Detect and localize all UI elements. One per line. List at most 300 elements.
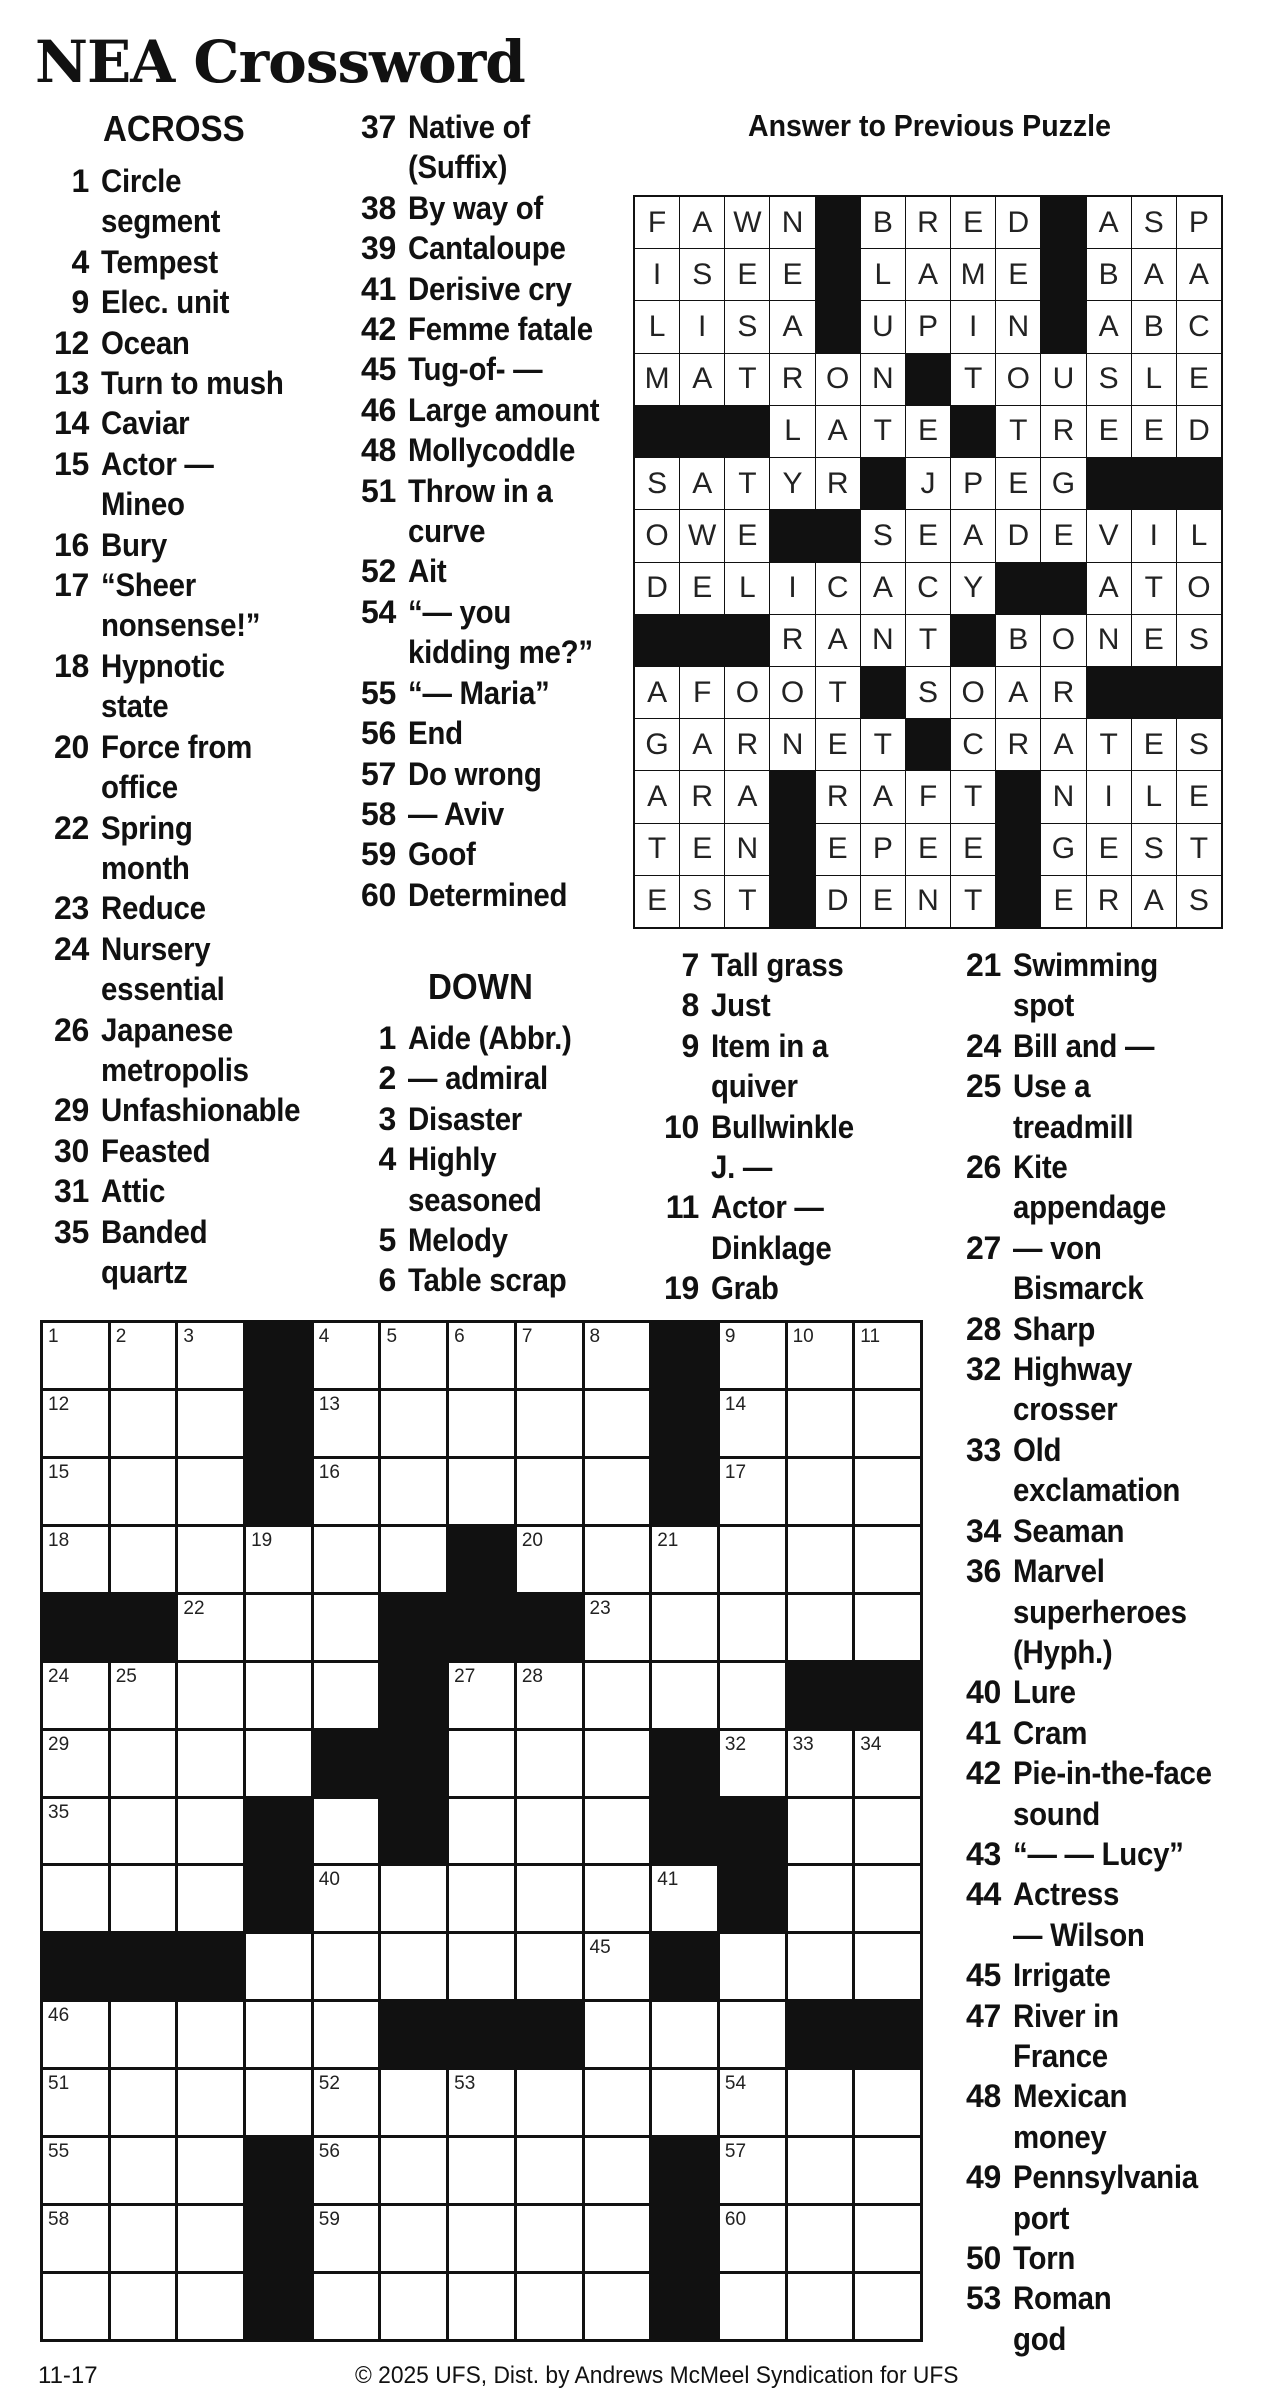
answer-letter-cell: T [996,406,1040,457]
black-square [652,1323,717,1388]
clue-number: 45 [966,1957,1001,1994]
grid-cell[interactable] [517,1934,582,1999]
answer-letter-cell: A [680,197,724,248]
grid-cell[interactable] [314,1527,379,1592]
grid-cell[interactable] [381,2206,446,2271]
clue-text: “— you kidding me?” [408,593,593,671]
grid-cell[interactable] [314,2070,379,2135]
cell-number: 57 [724,2141,747,2163]
grid-cell[interactable] [314,1323,379,1388]
clue-text: Goof [408,836,476,873]
across-clue-41 [340,269,630,309]
answer-black-cell [861,458,905,509]
answer-letter-cell: R [816,458,860,509]
clue-text: Reduce [101,890,206,927]
answer-letter-cell: L [1132,771,1176,822]
grid-cell[interactable] [381,1323,446,1388]
answer-letter-cell: D [996,510,1040,561]
clue-text: Tall grass [711,947,844,983]
clue-number: 9 [681,1027,699,1064]
clue-number: 1 [378,1020,396,1056]
grid-cell[interactable] [449,1934,514,1999]
cell-number: 25 [115,1665,137,1687]
answer-black-cell [680,406,724,457]
down-clue-53 [945,2278,1265,2359]
grid-cell[interactable] [43,1323,108,1388]
grid-cell[interactable] [111,2002,176,2067]
grid-cell[interactable] [43,2274,108,2339]
clue-text: Pennsylvania port [1013,2159,1198,2236]
clue-text: Do wrong [408,755,542,792]
grid-cell[interactable] [788,1323,853,1388]
clue-number: 52 [361,553,396,590]
answer-letter-cell: O [816,354,860,405]
clue-text: Elec. unit [101,284,230,321]
grid-cell[interactable] [43,1391,108,1456]
black-square [381,1595,446,1660]
answer-letter-cell: A [1132,249,1176,300]
grid-cell[interactable] [43,2206,108,2271]
grid-cell[interactable] [381,1866,446,1931]
grid-cell[interactable] [449,1866,514,1931]
down-clue-34 [945,1511,1265,1551]
grid-cell[interactable] [585,2274,650,2339]
grid-cell[interactable] [720,1595,785,1660]
grid-cell[interactable] [111,1866,176,1931]
answer-letter-cell: R [1087,876,1131,927]
answer-letter-cell: R [725,719,769,770]
grid-cell[interactable] [246,2002,311,2067]
grid-cell[interactable] [517,2070,582,2135]
answer-letter-cell: E [680,563,724,614]
clue-number: 16 [54,526,89,563]
down-clue-2 [340,1058,630,1098]
grid-cell[interactable] [178,1663,243,1728]
answer-letter-cell: B [1087,249,1131,300]
grid-cell[interactable] [43,2002,108,2067]
cell-number: 41 [657,1869,679,1891]
grid-cell[interactable] [314,1866,379,1931]
grid-cell[interactable] [855,2206,920,2271]
answer-letter-cell: T [951,354,995,405]
answer-letter-cell: N [861,354,905,405]
grid-cell[interactable] [178,2206,243,2271]
grid-cell[interactable] [111,1323,176,1388]
grid-cell[interactable] [720,2206,785,2271]
footer-date: 11-17 [38,2362,98,2389]
answer-letter-cell: T [861,719,905,770]
clue-number: 37 [361,109,396,145]
grid-cell[interactable] [43,1459,108,1524]
grid-cell[interactable] [314,1663,379,1728]
grid-cell[interactable] [314,2206,379,2271]
grid-cell[interactable] [381,2138,446,2203]
grid-cell[interactable] [855,1799,920,1864]
grid-cell[interactable] [314,1595,379,1660]
answer-black-cell [906,354,950,405]
grid-cell[interactable] [720,2274,785,2339]
grid-cell[interactable] [788,1527,853,1592]
answer-letter-cell: R [770,615,814,666]
answer-black-cell [1132,458,1176,509]
grid-cell[interactable] [449,1663,514,1728]
clue-text: Bullwinkle J. — [711,1108,854,1186]
grid-cell[interactable] [381,1934,446,1999]
grid-cell[interactable] [652,1527,717,1592]
across-clue-30 [33,1131,333,1171]
grid-cell[interactable] [585,1595,650,1660]
clue-number: 10 [664,1108,699,1145]
grid-cell[interactable] [517,2274,582,2339]
black-square [517,1595,582,1660]
grid-cell[interactable] [178,1799,243,1864]
grid-cell[interactable] [788,1391,853,1456]
grid-cell[interactable] [449,2138,514,2203]
across-clue-22 [33,808,333,889]
grid-cell[interactable] [855,1866,920,1931]
grid-cell[interactable] [43,1866,108,1931]
grid-cell[interactable] [246,1663,311,1728]
grid-cell[interactable] [246,2070,311,2135]
answer-letter-cell: A [906,249,950,300]
clue-text: Melody [408,1222,508,1259]
down-heading: DOWN [428,966,533,1007]
grid-cell[interactable] [585,1459,650,1524]
grid-cell[interactable] [178,2274,243,2339]
clue-number: 23 [54,890,89,927]
answer-letter-cell: C [816,563,860,614]
grid-cell[interactable] [449,1391,514,1456]
grid-cell[interactable] [381,1391,446,1456]
grid-cell[interactable] [855,2138,920,2203]
grid-cell[interactable] [720,1527,785,1592]
grid-cell[interactable] [720,1934,785,1999]
black-square [43,1595,108,1660]
grid-cell[interactable] [652,2070,717,2135]
clue-number: 29 [54,1092,89,1129]
across-clue-16 [33,525,333,565]
answer-letter-cell: E [1132,719,1176,770]
clue-number: 9 [71,284,89,321]
down-clue-50 [945,2238,1265,2278]
cell-number: 55 [48,2141,70,2163]
grid-cell[interactable] [720,2138,785,2203]
cell-number: 24 [48,1665,70,1687]
down-clue-7 [643,945,933,985]
grid-cell[interactable] [517,1663,582,1728]
answer-letter-cell: A [816,615,860,666]
clue-text: Hypnotic state [101,647,225,725]
cell-number: 59 [318,2209,340,2231]
grid-cell[interactable] [111,1799,176,1864]
grid-cell[interactable] [517,1459,582,1524]
grid-cell[interactable] [788,2206,853,2271]
across-clue-24 [33,929,333,1010]
grid-cell[interactable] [246,1595,311,1660]
grid-cell[interactable] [449,1459,514,1524]
grid-cell[interactable] [449,2070,514,2135]
grid-cell[interactable] [652,1663,717,1728]
answer-letter-cell: W [725,197,769,248]
grid-cell[interactable] [314,1934,379,1999]
grid-cell[interactable] [178,1323,243,1388]
answer-letter-cell: I [1087,771,1131,822]
grid-cell[interactable] [585,1527,650,1592]
answer-letter-cell: E [906,824,950,875]
cell-number: 60 [724,2209,747,2231]
grid-cell[interactable] [517,2138,582,2203]
answer-letter-cell: O [951,667,995,718]
cell-number: 52 [318,2073,340,2095]
clue-text: Derisive cry [408,270,572,307]
grid-cell[interactable] [855,1459,920,1524]
grid-cell[interactable] [517,1391,582,1456]
grid-cell[interactable] [178,1595,243,1660]
grid-cell[interactable] [585,1663,650,1728]
grid-cell[interactable] [585,2070,650,2135]
answer-letter-cell: S [1177,719,1221,770]
grid-cell[interactable] [381,2070,446,2135]
answer-letter-cell: T [1087,719,1131,770]
across-clue-1 [33,161,333,242]
answer-letter-cell: I [680,301,724,352]
grid-cell[interactable] [178,2070,243,2135]
grid-cell[interactable] [517,1866,582,1931]
clue-text: Actress — Wilson [1013,1876,1145,1953]
clue-number: 35 [54,1213,89,1250]
grid-cell[interactable] [788,2138,853,2203]
answer-black-cell [770,824,814,875]
answer-letter-cell: L [861,249,905,300]
answer-letter-cell: L [770,406,814,457]
grid-cell[interactable] [585,1731,650,1796]
grid-cell[interactable] [585,2206,650,2271]
grid-cell[interactable] [720,2002,785,2067]
grid-cell[interactable] [720,1391,785,1456]
grid-cell[interactable] [855,1934,920,1999]
grid-cell[interactable] [855,1731,920,1796]
answer-letter-cell: S [1087,354,1131,405]
answer-letter-cell: N [906,876,950,927]
grid-cell[interactable] [788,1459,853,1524]
grid-cell[interactable] [652,1595,717,1660]
grid-cell[interactable] [43,1527,108,1592]
grid-cell[interactable] [788,1595,853,1660]
clue-number: 46 [361,391,396,428]
grid-cell[interactable] [314,1459,379,1524]
grid-cell[interactable] [720,1323,785,1388]
grid-cell[interactable] [855,1595,920,1660]
clue-text: Disaster [408,1100,522,1137]
grid-cell[interactable] [381,1459,446,1524]
grid-cell[interactable] [381,1527,446,1592]
clue-number: 7 [681,947,699,983]
clue-number: 2 [378,1060,396,1097]
grid-cell[interactable] [449,1799,514,1864]
grid-cell[interactable] [720,2070,785,2135]
black-square [652,1934,717,1999]
answer-letter-cell: R [906,197,950,248]
grid-cell[interactable] [111,2274,176,2339]
answer-letter-cell: N [996,301,1040,352]
grid-cell[interactable] [585,1323,650,1388]
answer-letter-cell: L [1132,354,1176,405]
grid-cell[interactable] [449,2206,514,2271]
clue-text: — von Bismarck [1013,1229,1144,1307]
grid-cell[interactable] [720,1459,785,1524]
answer-letter-cell: O [725,667,769,718]
grid-cell[interactable] [43,2070,108,2135]
clue-number: 27 [966,1229,1001,1266]
answer-letter-cell: F [635,197,679,248]
grid-cell[interactable] [43,1731,108,1796]
grid-cell[interactable] [788,1866,853,1931]
cell-number: 54 [724,2073,747,2095]
clue-text: Grab [711,1270,779,1307]
grid-cell[interactable] [788,1731,853,1796]
grid-cell[interactable] [314,2002,379,2067]
grid-cell[interactable] [517,1527,582,1592]
grid-cell[interactable] [788,1934,853,1999]
clue-text: Large amount [408,391,600,428]
grid-cell[interactable] [855,1323,920,1388]
across-clue-54 [340,592,630,673]
grid-cell[interactable] [111,1391,176,1456]
grid-cell[interactable] [43,2138,108,2203]
grid-cell[interactable] [314,2138,379,2203]
grid-cell[interactable] [43,1799,108,1864]
grid-cell[interactable] [855,1527,920,1592]
clue-text: Old exclamation [1013,1431,1181,1509]
grid-cell[interactable] [720,1731,785,1796]
grid-cell[interactable] [449,1731,514,1796]
cell-number: 27 [454,1665,476,1687]
grid-cell[interactable] [855,2070,920,2135]
grid-cell[interactable] [111,1527,176,1592]
answer-letter-cell: E [906,510,950,561]
grid-cell[interactable] [855,2274,920,2339]
answer-black-cell [1041,197,1085,248]
grid-cell[interactable] [585,1391,650,1456]
clue-number: 14 [54,405,89,442]
grid-cell[interactable] [178,1731,243,1796]
grid-cell[interactable] [720,1663,785,1728]
clue-number: 28 [966,1310,1001,1347]
answer-letter-cell: A [816,406,860,457]
cell-number: 18 [48,1529,70,1551]
black-square [246,1866,311,1931]
clue-number: 24 [54,930,89,967]
answer-letter-cell: Y [951,563,995,614]
grid-cell[interactable] [381,2274,446,2339]
answer-letter-cell: A [861,563,905,614]
grid-cell[interactable] [585,1866,650,1931]
cell-number: 8 [589,1326,601,1347]
answer-letter-cell: A [1087,301,1131,352]
clue-text: Ocean [101,324,190,361]
clue-number: 32 [966,1351,1001,1388]
grid-cell[interactable] [314,1799,379,1864]
grid-cell[interactable] [314,1391,379,1456]
grid-cell[interactable] [111,2070,176,2135]
grid-cell[interactable] [585,1934,650,1999]
answer-black-cell [996,876,1040,927]
answer-black-cell [1177,458,1221,509]
answer-black-cell [1177,667,1221,718]
grid-cell[interactable] [517,1731,582,1796]
grid-cell[interactable] [178,1866,243,1931]
grid-cell[interactable] [111,1663,176,1728]
answer-letter-cell: J [906,458,950,509]
grid-cell[interactable] [449,2274,514,2339]
black-square [246,2206,311,2271]
grid-cell[interactable] [178,2138,243,2203]
down-clue-19 [643,1268,933,1308]
grid-cell[interactable] [111,2206,176,2271]
grid-cell[interactable] [517,1323,582,1388]
answer-letter-cell: D [635,563,679,614]
clue-text: — admiral [408,1060,548,1097]
grid-cell[interactable] [585,2138,650,2203]
grid-cell[interactable] [788,2070,853,2135]
grid-cell[interactable] [178,2002,243,2067]
grid-cell[interactable] [585,2002,650,2067]
grid-cell[interactable] [246,1731,311,1796]
cell-number: 14 [724,1393,747,1415]
answer-letter-cell: E [1177,354,1221,405]
grid-cell[interactable] [111,2138,176,2203]
grid-cell[interactable] [43,1663,108,1728]
grid-cell[interactable] [178,1527,243,1592]
black-square [652,1391,717,1456]
grid-cell[interactable] [314,2274,379,2339]
grid-cell[interactable] [178,1391,243,1456]
answer-letter-cell: O [635,510,679,561]
across-clue-52 [340,551,630,591]
clue-text: Just [711,987,771,1024]
grid-cell[interactable] [246,1934,311,1999]
grid-cell[interactable] [517,1799,582,1864]
grid-cell[interactable] [517,2206,582,2271]
clue-number: 59 [361,836,396,873]
grid-cell[interactable] [788,1799,853,1864]
grid-cell[interactable] [111,1459,176,1524]
grid-cell[interactable] [178,1459,243,1524]
answer-letter-cell: A [996,667,1040,718]
across-clues-column-1 [33,161,333,1292]
grid-cell[interactable] [449,1323,514,1388]
grid-cell[interactable] [652,1866,717,1931]
answer-letter-cell: R [996,719,1040,770]
page-title: NEA Crossword [35,28,525,96]
grid-cell[interactable] [585,1799,650,1864]
grid-cell[interactable] [111,1731,176,1796]
grid-cell[interactable] [788,2274,853,2339]
clue-text: Roman god [1013,2280,1112,2357]
answer-letter-cell: T [906,615,950,666]
clue-text: Force from office [101,728,253,806]
answer-black-cell [951,406,995,457]
answer-letter-cell: A [951,510,995,561]
across-clue-57 [340,754,630,794]
answer-letter-cell: B [996,615,1040,666]
answer-black-cell [906,719,950,770]
grid-cell[interactable] [855,1391,920,1456]
grid-cell[interactable] [246,1527,311,1592]
answer-letter-cell: E [770,249,814,300]
down-clue-24 [945,1026,1265,1066]
grid-cell[interactable] [652,2002,717,2067]
